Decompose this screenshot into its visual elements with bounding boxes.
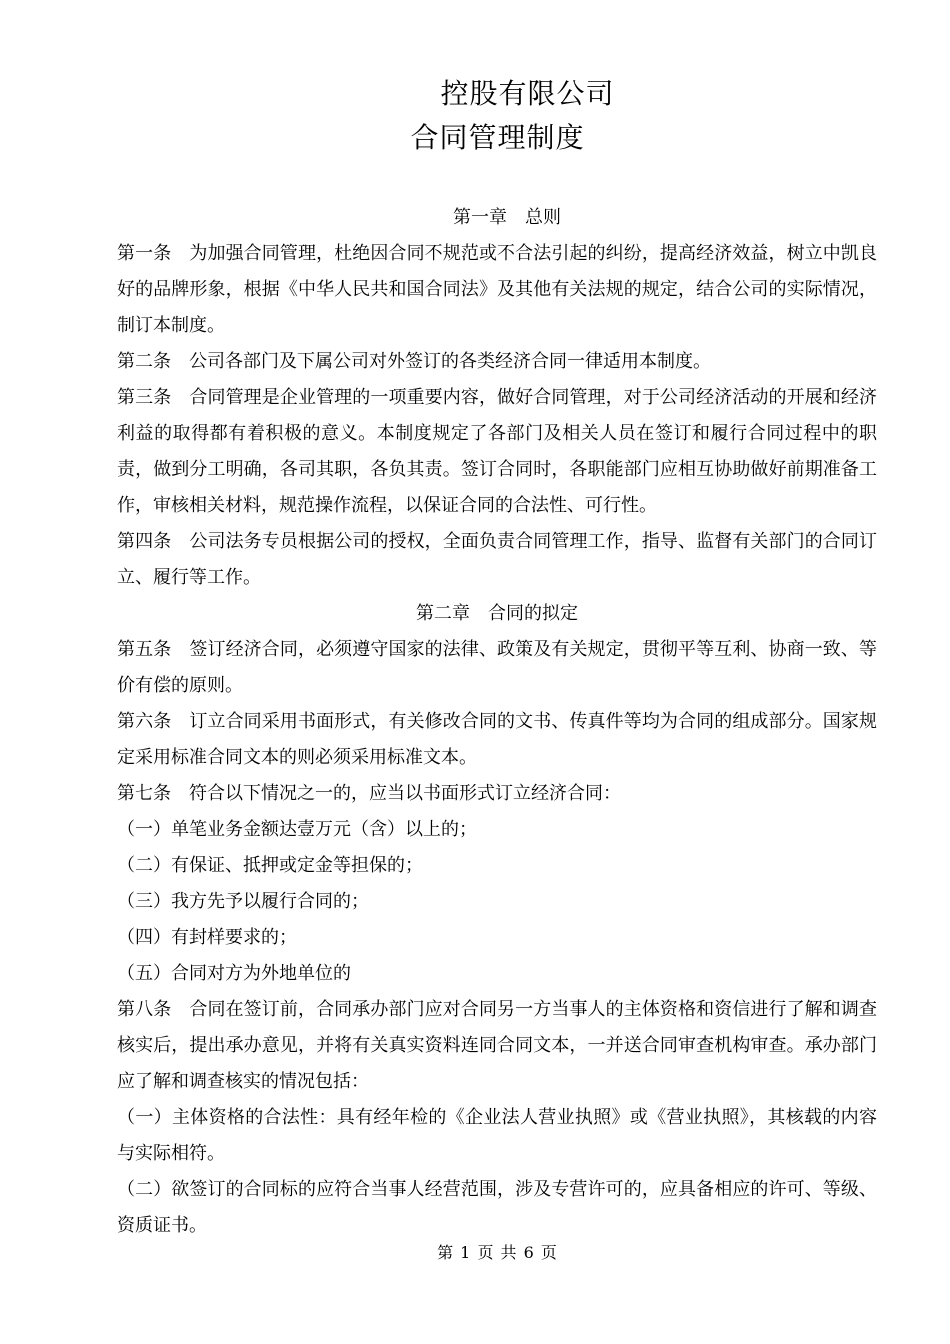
article-label: 第四条 (117, 531, 172, 552)
document-body (117, 200, 877, 1244)
article-text: 为加强合同管理，杜绝因合同不规范或不合法引起的纠纷，提高经济效益，树立中凯良好的品牌形象，根据《中华人民共和国合同法》及其他有关法规的规定，结合公司的实际情况，制订本制度。 (117, 243, 878, 336)
article-text: 公司法务专员根据公司的授权，全面负责合同管理工作，指导、监督有关部门的合同订立、履行等工作。 (117, 531, 878, 588)
article-text: 合同在签订前，合同承办部门应对合同另一方当事人的主体资格和资信进行了解和调查核实后，提出承办意见，并将有关真实资料连同合同文本，一并送合同审查机构审查。承办部门应了解和调查核实的情况包括： (117, 999, 878, 1092)
article-label: 第六条 (117, 711, 172, 732)
document-title: 合同管理制度 (410, 121, 585, 154)
article-label: 第三条 (117, 387, 172, 408)
article-label: 第八条 (117, 999, 172, 1020)
list-item: （三）我方先予以履行合同的； (117, 891, 369, 912)
chapter-heading: 第一章 总则 (453, 207, 561, 228)
article-text: 符合以下情况之一的，应当以书面形式订立经济合同： (189, 783, 621, 804)
article-paragraph (117, 704, 877, 776)
article-text: 合同管理是企业管理的一项重要内容，做好合同管理，对于公司经济活动的开展和经济利益的取得都有着积极的意义。本制度规定了各部门及相关人员在签订和履行合同过程中的职责，做到分工明确，各司其职，各负其责。签订合同时，各职能部门应相互协助做好前期准备工作，审核相关材料，规范操作流程，以保证合同的合法性、可行性。 (117, 387, 878, 516)
article-paragraph (117, 344, 877, 380)
article-label: 第七条 (117, 783, 171, 804)
article-text: 公司各部门及下属公司对外签订的各类经济合同一律适用本制度。 (189, 351, 711, 372)
list-item: （二）欲签订的合同标的应符合当事人经营范围，涉及专营许可的，应具备相应的许可、等级、资质证书。 (117, 1179, 877, 1236)
list-item: （一）单笔业务金额达壹万元（含）以上的； (117, 819, 477, 840)
article-paragraph (117, 632, 877, 704)
article-label: 第二条 (117, 351, 171, 372)
article-paragraph (117, 992, 877, 1100)
list-item: （二）有保证、抵押或定金等担保的； (117, 855, 423, 876)
article-label: 第五条 (117, 639, 172, 660)
article-paragraph (117, 776, 877, 812)
list-item: （一）主体资格的合法性：具有经年检的《企业法人营业执照》或《营业执照》，其核载的内容与实际相符。 (117, 1107, 877, 1164)
list-item: （四）有封样要求的； (117, 927, 297, 948)
company-title: 控股有限公司 (440, 77, 615, 110)
article-paragraph (117, 236, 877, 344)
article-text: 签订经济合同，必须遵守国家的法律、政策及有关规定，贯彻平等互利、协商一致、等价有偿的原则。 (117, 639, 878, 696)
list-item: （五）合同对方为外地单位的 (117, 963, 351, 984)
article-paragraph (117, 380, 877, 524)
article-text: 订立合同采用书面形式，有关修改合同的文书、传真件等均为合同的组成部分。国家规定采用标准合同文本的则必须采用标准文本。 (117, 711, 878, 768)
article-label: 第一条 (117, 243, 172, 264)
page-footer: 第 1 页 共 6 页 (437, 1243, 558, 1262)
article-paragraph (117, 524, 877, 596)
chapter-heading: 第二章 合同的拟定 (416, 603, 578, 624)
